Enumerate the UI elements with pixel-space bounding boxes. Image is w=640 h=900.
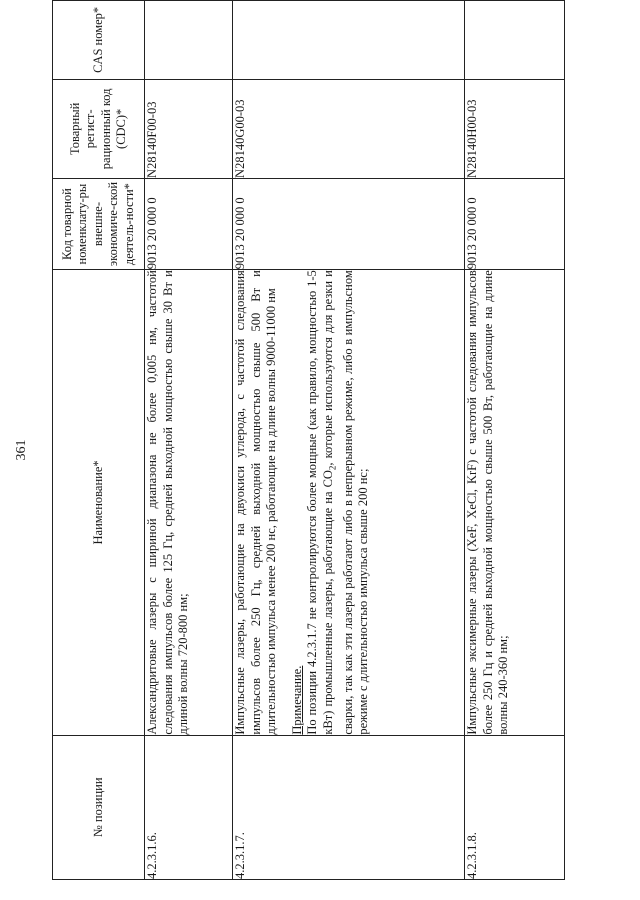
row-hs-code: 9013 20 000 0 [233,178,465,269]
row-position: 4.2.3.1.7. [233,735,465,879]
header-position: № позиции [53,735,145,879]
row-position: 4.2.3.1.8. [465,735,565,879]
row-cas [465,1,565,80]
note-text-part2: , которые используются для резки и сварки, так как эти лазеры работают либо в непрерывном режиме, либо в импульсном режиме с длительностью импульса свыше 200 нс; [320,270,370,735]
row-name: Импульсные эксимерные лазеры (XeF, XeCl, KrF) с частотой следования импульсов более 250 Гц и средней выходной мощностью свыше 500 Вт, работающие на длине волны 240-360 нм; [465,270,565,735]
row-cdc: N28140F00-03 [145,79,233,178]
table-row [233,1,465,880]
table-row [145,1,233,880]
table-row [465,1,565,880]
note-title: Примечание. [289,665,304,735]
row-cdc: N28140G00-03 [233,79,465,178]
row-name-text: Импульсные лазеры, работающие на двуокиси углерода, с частотой следования импульсов более 250 Гц, средней выходной мощностью свыше 500 Вт и длительностью импульса менее 200 нс, работающие на длине волны 9000-11000 нм [233,270,278,735]
table-header-row [53,1,145,880]
header-hs-code: Код товарной номенклату-ры внешне-экономиче-ской деятель-ности* [53,178,145,269]
header-name: Наименование* [53,270,145,735]
header-cas: CAS номер* [53,1,145,80]
note-text-part1: По позиции 4.2.3.1.7 не контролируются более мощные (как правило, мощностью 1-5 кВт) промышленные лазеры, работающие на CO [305,270,335,735]
note-text [305,270,372,734]
row-hs-code: 9013 20 000 0 [465,178,565,269]
control-list-table [52,0,565,880]
row-name: Александритовые лазеры с шириной диапазона не более 0,005 нм, частотой следования импульсов более 125 Гц, средней выходной мощностью свыше 30 Вт и длиной волны 720-800 нм; [145,270,233,735]
page-number: 361 [14,439,29,461]
row-name [233,270,465,735]
row-cdc: N28140H00-03 [465,79,565,178]
note-subscript: 2 [327,465,337,471]
row-hs-code: 9013 20 000 0 [145,178,233,269]
row-position: 4.2.3.1.6. [145,735,233,879]
row-cas [233,1,465,80]
header-cdc: Товарный регист-рационный код (CDC)* [53,79,145,178]
row-cas [145,1,233,80]
